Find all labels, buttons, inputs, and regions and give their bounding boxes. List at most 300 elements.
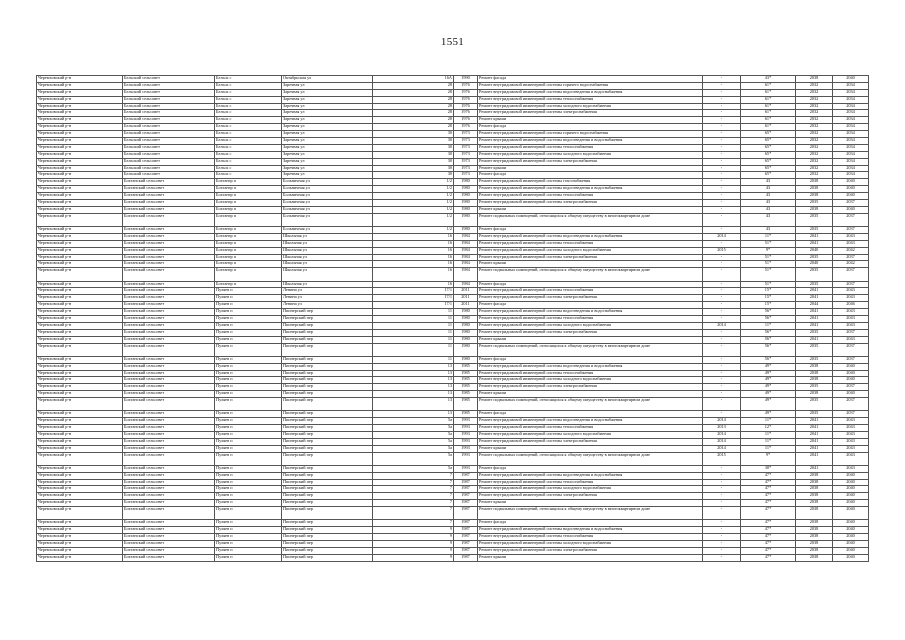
- period-end-cell: 2034: [833, 124, 869, 131]
- period-start-cell: 2038: [796, 363, 833, 370]
- table-row: [37, 151, 869, 158]
- district-cell: Черемховский р-н: [37, 254, 123, 261]
- year-built-cell: 1980: [454, 227, 478, 234]
- municipality-cell: Бохтанский сельсовет: [123, 541, 215, 548]
- settlement-cell: Пуляев п: [215, 398, 282, 411]
- house-number-cell: 30: [373, 138, 454, 145]
- municipality-cell: Бохтанский сельсовет: [123, 479, 215, 486]
- wear-percent-cell: 65*: [741, 158, 796, 165]
- year-built-cell: 1980: [454, 213, 478, 226]
- municipality-cell: Бохтанский сельсовет: [123, 233, 215, 240]
- period-end-cell: 2043: [833, 233, 869, 240]
- last-repair-year-cell: -: [703, 103, 741, 110]
- last-repair-year-cell: 2014: [703, 438, 741, 445]
- period-end-cell: 2034: [833, 151, 869, 158]
- district-cell: Черемховский р-н: [37, 398, 123, 411]
- municipality-cell: Бохтанский сельсовет: [123, 547, 215, 554]
- period-start-cell: 2041: [796, 431, 833, 438]
- last-repair-year-cell: -: [703, 186, 741, 193]
- last-repair-year-cell: -: [703, 82, 741, 89]
- work-type-cell: Ремонт внутридомовой инженерной системы электроснабжения: [478, 295, 703, 302]
- municipality-cell: Бохтанский сельсовет: [123, 431, 215, 438]
- period-end-cell: 2040: [833, 363, 869, 370]
- house-number-cell: 9: [373, 554, 454, 561]
- table-row: [37, 329, 869, 336]
- table-row: [37, 425, 869, 432]
- municipality-cell: Бохтанский сельсовет: [123, 309, 215, 316]
- municipality-cell: Бохтанский сельсовет: [123, 500, 215, 507]
- work-type-cell: Ремонт внутридомовой инженерной системы холодного водоснабжения: [478, 431, 703, 438]
- period-end-cell: 2034: [833, 103, 869, 110]
- municipality-cell: Бохтанский сельсовет: [123, 343, 215, 356]
- district-cell: Черемховский р-н: [37, 193, 123, 200]
- period-start-cell: 2041: [796, 288, 833, 295]
- work-type-cell: Ремонт внутридомовой инженерной системы водоотведения и водоснабжения: [478, 233, 703, 240]
- house-number-cell: 11: [373, 343, 454, 356]
- last-repair-year-cell: -: [703, 240, 741, 247]
- municipality-cell: Бохтанский сельсовет: [123, 391, 215, 398]
- district-cell: Черемховский р-н: [37, 329, 123, 336]
- municipality-cell: Бохтанский сельсовет: [123, 315, 215, 322]
- last-repair-year-cell: -: [703, 227, 741, 234]
- period-start-cell: 2038: [796, 391, 833, 398]
- period-end-cell: 2037: [833, 356, 869, 363]
- year-built-cell: 1987: [454, 472, 478, 479]
- last-repair-year-cell: -: [703, 213, 741, 226]
- settlement-cell: Пуляев п: [215, 493, 282, 500]
- table-row: [37, 76, 869, 83]
- house-number-cell: 7: [373, 486, 454, 493]
- street-cell: Пионерский пер: [282, 541, 373, 548]
- year-built-cell: 1987: [454, 486, 478, 493]
- work-type-cell: Ремонт фасада: [478, 76, 703, 83]
- table-row: [37, 322, 869, 329]
- municipality-cell: Бохтанский сельсовет: [123, 465, 215, 472]
- last-repair-year-cell: -: [703, 302, 741, 309]
- table-row: [37, 96, 869, 103]
- period-end-cell: 2043: [833, 465, 869, 472]
- settlement-cell: Бельск с: [215, 138, 282, 145]
- period-end-cell: 2043: [833, 425, 869, 432]
- street-cell: Больничная ул: [282, 213, 373, 226]
- last-repair-year-cell: 2014: [703, 445, 741, 452]
- wear-percent-cell: 47*: [741, 493, 796, 500]
- last-repair-year-cell: -: [703, 554, 741, 561]
- year-built-cell: 1985: [454, 370, 478, 377]
- table-row: [37, 227, 869, 234]
- table-row: [37, 165, 869, 172]
- house-number-cell: 30: [373, 144, 454, 151]
- wear-percent-cell: 49*: [741, 398, 796, 411]
- period-start-cell: 2038: [796, 479, 833, 486]
- table-row: [37, 158, 869, 165]
- municipality-cell: Бохтанский сельсовет: [123, 336, 215, 343]
- last-repair-year-cell: -: [703, 254, 741, 261]
- period-start-cell: 2038: [796, 193, 833, 200]
- wear-percent-cell: 47*: [741, 534, 796, 541]
- municipality-cell: Бохтанский сельсовет: [123, 398, 215, 411]
- year-built-cell: 1984: [454, 281, 478, 288]
- last-repair-year-cell: -: [703, 76, 741, 83]
- street-cell: Больничная ул: [282, 193, 373, 200]
- table-body: [37, 76, 869, 562]
- settlement-cell: Пуляев п: [215, 452, 282, 465]
- house-number-cell: 17/1: [373, 302, 454, 309]
- house-number-cell: 1/2: [373, 200, 454, 207]
- settlement-cell: Пуляев п: [215, 288, 282, 295]
- table-row: [37, 82, 869, 89]
- district-cell: Черемховский р-н: [37, 486, 123, 493]
- municipality-cell: Бельский сельсовет: [123, 89, 215, 96]
- street-cell: Пионерский пер: [282, 493, 373, 500]
- period-end-cell: 2040: [833, 76, 869, 83]
- municipality-cell: Бельский сельсовет: [123, 131, 215, 138]
- work-type-cell: Ремонт внутридомовой инженерной системы холодного водоснабжения: [478, 541, 703, 548]
- work-type-cell: Ремонт крыши: [478, 117, 703, 124]
- settlement-cell: Бельск с: [215, 96, 282, 103]
- period-end-cell: 2043: [833, 309, 869, 316]
- period-end-cell: 2040: [833, 527, 869, 534]
- work-type-cell: Ремонт крыши: [478, 261, 703, 268]
- settlement-cell: Бохтанэр п: [215, 233, 282, 240]
- table-row: [37, 309, 869, 316]
- wear-percent-cell: 51*: [741, 281, 796, 288]
- settlement-cell: Пуляев п: [215, 322, 282, 329]
- street-cell: Больничная ул: [282, 227, 373, 234]
- period-end-cell: 2040: [833, 193, 869, 200]
- year-built-cell: 1973: [454, 144, 478, 151]
- house-number-cell: 30: [373, 172, 454, 179]
- table-row: [37, 200, 869, 207]
- work-type-cell: Ремонт фасада: [478, 356, 703, 363]
- work-type-cell: Ремонт подвальных помещений, относящихся к общему имуществу в многоквартирном доме: [478, 343, 703, 356]
- work-type-cell: Ремонт внутридомовой инженерной системы теплоснабжения: [478, 370, 703, 377]
- street-cell: Пионерский пер: [282, 479, 373, 486]
- year-built-cell: 1993: [454, 418, 478, 425]
- municipality-cell: Бохтанский сельсовет: [123, 534, 215, 541]
- year-built-cell: 1976: [454, 124, 478, 131]
- last-repair-year-cell: -: [703, 315, 741, 322]
- municipality-cell: Бохтанский сельсовет: [123, 247, 215, 254]
- period-start-cell: 2032: [796, 131, 833, 138]
- table-row: [37, 172, 869, 179]
- settlement-cell: Бохтанэр п: [215, 281, 282, 288]
- district-cell: Черемховский р-н: [37, 110, 123, 117]
- house-number-cell: 7: [373, 472, 454, 479]
- wear-percent-cell: 65*: [741, 131, 796, 138]
- street-cell: Пионерский пер: [282, 377, 373, 384]
- period-start-cell: 2041: [796, 418, 833, 425]
- work-type-cell: Ремонт внутридомовой инженерной системы водоотведения и водоснабжения: [478, 363, 703, 370]
- municipality-cell: Бельский сельсовет: [123, 96, 215, 103]
- period-start-cell: 2044: [796, 302, 833, 309]
- period-end-cell: 2046: [833, 302, 869, 309]
- house-number-cell: 16: [373, 233, 454, 240]
- last-repair-year-cell: -: [703, 500, 741, 507]
- wear-percent-cell: 11*: [741, 445, 796, 452]
- last-repair-year-cell: -: [703, 144, 741, 151]
- period-start-cell: 2041: [796, 452, 833, 465]
- last-repair-year-cell: -: [703, 493, 741, 500]
- district-cell: Черемховский р-н: [37, 541, 123, 548]
- period-end-cell: 2034: [833, 110, 869, 117]
- repair-schedule-table: [36, 75, 869, 562]
- district-cell: Черемховский р-н: [37, 200, 123, 207]
- work-type-cell: Ремонт внутридомовой инженерной системы теплоснабжения: [478, 315, 703, 322]
- period-start-cell: 2041: [796, 465, 833, 472]
- period-start-cell: 2041: [796, 425, 833, 432]
- last-repair-year-cell: -: [703, 507, 741, 520]
- work-type-cell: Ремонт внутридомовой инженерной системы теплоснабжения: [478, 193, 703, 200]
- district-cell: Черемховский р-н: [37, 268, 123, 281]
- period-start-cell: 2041: [796, 240, 833, 247]
- table-row: [37, 431, 869, 438]
- work-type-cell: Ремонт внутридомовой инженерной системы холодного водоснабжения: [478, 486, 703, 493]
- last-repair-year-cell: -: [703, 309, 741, 316]
- settlement-cell: Пуляев п: [215, 343, 282, 356]
- wear-percent-cell: 65*: [741, 144, 796, 151]
- wear-percent-cell: 49*: [741, 391, 796, 398]
- street-cell: Заречная ул: [282, 144, 373, 151]
- table-row: [37, 206, 869, 213]
- district-cell: Черемховский р-н: [37, 172, 123, 179]
- last-repair-year-cell: -: [703, 268, 741, 281]
- settlement-cell: Пуляев п: [215, 431, 282, 438]
- work-type-cell: Ремонт внутридомовой инженерной системы водоотведения и водоснабжения: [478, 309, 703, 316]
- period-start-cell: 2040: [796, 247, 833, 254]
- year-built-cell: 1993: [454, 452, 478, 465]
- period-end-cell: 2040: [833, 179, 869, 186]
- last-repair-year-cell: 2015: [703, 452, 741, 465]
- year-built-cell: 1987: [454, 520, 478, 527]
- street-cell: Ленина ул: [282, 288, 373, 295]
- house-number-cell: 16: [373, 240, 454, 247]
- year-built-cell: 1980: [454, 206, 478, 213]
- table-row: [37, 411, 869, 418]
- settlement-cell: Пуляев п: [215, 425, 282, 432]
- wear-percent-cell: 11*: [741, 438, 796, 445]
- year-built-cell: 1985: [454, 363, 478, 370]
- district-cell: Черемховский р-н: [37, 309, 123, 316]
- house-number-cell: 13: [373, 363, 454, 370]
- house-number-cell: 11: [373, 322, 454, 329]
- wear-percent-cell: 47*: [741, 486, 796, 493]
- municipality-cell: Бохтанский сельсовет: [123, 281, 215, 288]
- house-number-cell: 1/2: [373, 206, 454, 213]
- settlement-cell: Пуляев п: [215, 554, 282, 561]
- period-end-cell: 2043: [833, 452, 869, 465]
- wear-percent-cell: 47*: [741, 472, 796, 479]
- district-cell: Черемховский р-н: [37, 288, 123, 295]
- district-cell: Черемховский р-н: [37, 165, 123, 172]
- table-row: [37, 302, 869, 309]
- year-built-cell: 1980: [454, 322, 478, 329]
- municipality-cell: Бельский сельсовет: [123, 144, 215, 151]
- table-row: [37, 554, 869, 561]
- period-start-cell: 2035: [796, 268, 833, 281]
- street-cell: Пионерский пер: [282, 336, 373, 343]
- work-type-cell: Ремонт крыши: [478, 554, 703, 561]
- municipality-cell: Бохтанский сельсовет: [123, 438, 215, 445]
- work-type-cell: Ремонт внутридомовой инженерной системы холодного водоснабжения: [478, 322, 703, 329]
- street-cell: Пионерский пер: [282, 322, 373, 329]
- street-cell: Школьная ул: [282, 261, 373, 268]
- period-start-cell: 2035: [796, 200, 833, 207]
- wear-percent-cell: 15*: [741, 288, 796, 295]
- period-end-cell: 2043: [833, 438, 869, 445]
- house-number-cell: 5а: [373, 452, 454, 465]
- work-type-cell: Ремонт внутридомовой инженерной системы горячего водоснабжения: [478, 82, 703, 89]
- wear-percent-cell: 56*: [741, 343, 796, 356]
- settlement-cell: Бохтанэр п: [215, 179, 282, 186]
- wear-percent-cell: 47*: [741, 541, 796, 548]
- settlement-cell: Бельск с: [215, 151, 282, 158]
- table-row: [37, 527, 869, 534]
- settlement-cell: Бохтанэр п: [215, 186, 282, 193]
- wear-percent-cell: 12*: [741, 425, 796, 432]
- work-type-cell: Ремонт крыши: [478, 165, 703, 172]
- period-start-cell: 2032: [796, 144, 833, 151]
- house-number-cell: 5а: [373, 438, 454, 445]
- period-end-cell: 2042: [833, 247, 869, 254]
- period-end-cell: 2040: [833, 554, 869, 561]
- work-type-cell: Ремонт внутридомовой инженерной системы теплоснабжения: [478, 425, 703, 432]
- period-end-cell: 2037: [833, 343, 869, 356]
- year-built-cell: 1973: [454, 172, 478, 179]
- street-cell: Заречная ул: [282, 124, 373, 131]
- street-cell: Пионерский пер: [282, 343, 373, 356]
- period-end-cell: 2040: [833, 206, 869, 213]
- work-type-cell: Ремонт внутридомовой инженерной системы холодного водоснабжения: [478, 103, 703, 110]
- table-row: [37, 233, 869, 240]
- house-number-cell: 30: [373, 158, 454, 165]
- period-start-cell: 2032: [796, 117, 833, 124]
- wear-percent-cell: 43*: [741, 76, 796, 83]
- settlement-cell: Пуляев п: [215, 541, 282, 548]
- municipality-cell: Бохтанский сельсовет: [123, 472, 215, 479]
- municipality-cell: Бельский сельсовет: [123, 165, 215, 172]
- house-number-cell: 7: [373, 500, 454, 507]
- last-repair-year-cell: -: [703, 329, 741, 336]
- settlement-cell: Пуляев п: [215, 534, 282, 541]
- street-cell: Пионерский пер: [282, 370, 373, 377]
- street-cell: Пионерский пер: [282, 418, 373, 425]
- street-cell: Заречная ул: [282, 117, 373, 124]
- table-row: [37, 89, 869, 96]
- period-start-cell: 2041: [796, 438, 833, 445]
- period-start-cell: 2035: [796, 384, 833, 391]
- last-repair-year-cell: -: [703, 193, 741, 200]
- year-built-cell: 1987: [454, 507, 478, 520]
- wear-percent-cell: 61*: [741, 117, 796, 124]
- district-cell: Черемховский р-н: [37, 425, 123, 432]
- table-row: [37, 295, 869, 302]
- street-cell: Пионерский пер: [282, 309, 373, 316]
- settlement-cell: Бохтанэр п: [215, 268, 282, 281]
- district-cell: Черемховский р-н: [37, 315, 123, 322]
- wear-percent-cell: 56*: [741, 329, 796, 336]
- work-type-cell: Ремонт фасада: [478, 172, 703, 179]
- street-cell: Школьная ул: [282, 233, 373, 240]
- street-cell: Заречная ул: [282, 172, 373, 179]
- last-repair-year-cell: -: [703, 158, 741, 165]
- last-repair-year-cell: -: [703, 465, 741, 472]
- settlement-cell: Бельск с: [215, 131, 282, 138]
- settlement-cell: Пуляев п: [215, 295, 282, 302]
- settlement-cell: Бохтанэр п: [215, 247, 282, 254]
- table-row: [37, 356, 869, 363]
- table-row: [37, 268, 869, 281]
- house-number-cell: 1/2: [373, 227, 454, 234]
- municipality-cell: Бохтанский сельсовет: [123, 493, 215, 500]
- settlement-cell: Бохтанэр п: [215, 193, 282, 200]
- period-end-cell: 2037: [833, 213, 869, 226]
- district-cell: Черемховский р-н: [37, 336, 123, 343]
- wear-percent-cell: 11*: [741, 233, 796, 240]
- settlement-cell: Бохтанэр п: [215, 200, 282, 207]
- last-repair-year-cell: -: [703, 377, 741, 384]
- district-cell: Черемховский р-н: [37, 377, 123, 384]
- year-built-cell: 1987: [454, 534, 478, 541]
- street-cell: Пионерский пер: [282, 486, 373, 493]
- work-type-cell: Ремонт внутридомовой инженерной системы холодного водоснабжения: [478, 247, 703, 254]
- municipality-cell: Бельский сельсовет: [123, 110, 215, 117]
- year-built-cell: 1973: [454, 151, 478, 158]
- district-cell: Черемховский р-н: [37, 452, 123, 465]
- street-cell: Пионерский пер: [282, 411, 373, 418]
- work-type-cell: Ремонт фасада: [478, 520, 703, 527]
- wear-percent-cell: 61*: [741, 110, 796, 117]
- table-row: [37, 465, 869, 472]
- period-end-cell: 2034: [833, 117, 869, 124]
- house-number-cell: 11: [373, 356, 454, 363]
- table-row: [37, 398, 869, 411]
- house-number-cell: 30: [373, 165, 454, 172]
- year-built-cell: 1987: [454, 479, 478, 486]
- work-type-cell: Ремонт внутридомовой инженерной системы электроснабжения: [478, 254, 703, 261]
- work-type-cell: Ремонт подвальных помещений, относящихся к общему имуществу в многоквартирном доме: [478, 213, 703, 226]
- period-end-cell: 2043: [833, 418, 869, 425]
- house-number-cell: 16: [373, 247, 454, 254]
- wear-percent-cell: 51*: [741, 261, 796, 268]
- wear-percent-cell: 61*: [741, 124, 796, 131]
- municipality-cell: Бохтанский сельсовет: [123, 554, 215, 561]
- municipality-cell: Бохтанский сельсовет: [123, 486, 215, 493]
- year-built-cell: 1980: [454, 356, 478, 363]
- wear-percent-cell: 43: [741, 227, 796, 234]
- last-repair-year-cell: 2015: [703, 247, 741, 254]
- municipality-cell: Бохтанский сельсовет: [123, 411, 215, 418]
- house-number-cell: 11: [373, 329, 454, 336]
- house-number-cell: 5а: [373, 425, 454, 432]
- house-number-cell: 5а: [373, 445, 454, 452]
- table-row: [37, 261, 869, 268]
- municipality-cell: Бохтанский сельсовет: [123, 186, 215, 193]
- work-type-cell: Ремонт внутридомовой инженерной системы теплоснабжения: [478, 288, 703, 295]
- settlement-cell: Бельск с: [215, 124, 282, 131]
- settlement-cell: Пуляев п: [215, 411, 282, 418]
- house-number-cell: 28: [373, 124, 454, 131]
- work-type-cell: Ремонт крыши: [478, 336, 703, 343]
- street-cell: Заречная ул: [282, 138, 373, 145]
- settlement-cell: Пуляев п: [215, 370, 282, 377]
- table-row: [37, 452, 869, 465]
- last-repair-year-cell: -: [703, 486, 741, 493]
- table-row: [37, 103, 869, 110]
- house-number-cell: 1/2: [373, 186, 454, 193]
- table-row: [37, 124, 869, 131]
- last-repair-year-cell: -: [703, 261, 741, 268]
